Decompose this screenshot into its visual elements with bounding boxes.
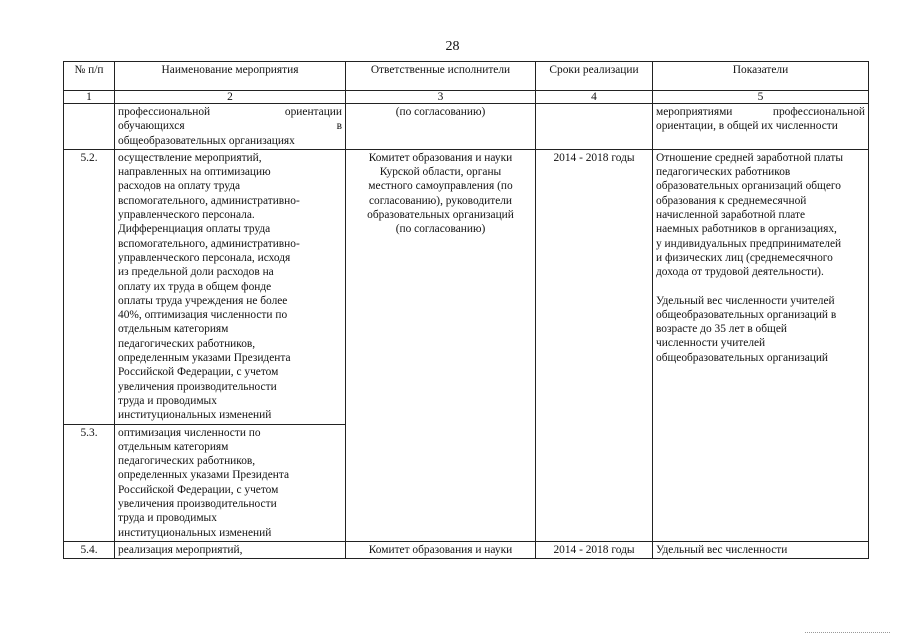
text-line: мероприятиями профессиональной: [656, 106, 865, 118]
text-line: направленных на оптимизацию: [118, 166, 271, 179]
column-number: 2: [115, 91, 346, 104]
measure-name: [115, 424, 346, 541]
column-number: 3: [346, 91, 536, 104]
text-line: управленческого персонала.: [118, 209, 255, 222]
text-line: педагогических работников,: [118, 455, 256, 468]
text-line: из предельной доли расходов на: [118, 266, 274, 279]
text-line: профессиональной ориентации: [118, 106, 342, 118]
row-number: 5.2.: [64, 149, 115, 424]
text-line: ориентации, в общей их численности: [656, 120, 838, 133]
responsible: [346, 541, 536, 558]
text-line: оплату их труда в общем фонде: [118, 280, 272, 293]
text-line: увеличения производительности: [118, 380, 277, 393]
column-number: 1: [64, 91, 115, 104]
indicators: [653, 149, 869, 541]
text-line: оплаты труда учреждения не более: [118, 294, 288, 307]
scan-edge-mark: [805, 632, 890, 634]
text-line: институциональных изменений: [118, 526, 272, 539]
column-number: 4: [536, 91, 653, 104]
text-line: Дифференциация оплаты труда: [118, 223, 271, 236]
text-line: Комитет образования и науки: [368, 151, 513, 164]
text-line: дохода от трудовой деятельности).: [656, 266, 824, 279]
text-line: труда и проводимых: [118, 512, 217, 525]
measure-name: [115, 149, 346, 424]
text-line: образования к среднемесячной: [656, 194, 807, 207]
text-line: расходов на оплату труда: [118, 180, 241, 193]
text-line: наемных работников в организациях,: [656, 223, 837, 236]
text-line: определенных указами Президента: [118, 469, 290, 482]
header-measure-name: Наименование мероприятия: [115, 62, 346, 91]
text-line: (по согласованию): [395, 223, 486, 236]
text-line: институциональных изменений: [118, 409, 272, 422]
row-number: 5.3.: [64, 424, 115, 541]
text-line: общеобразовательных организаций: [656, 351, 829, 364]
term: 2014 - 2018 годы: [536, 149, 653, 541]
header-term: Сроки реализации: [536, 62, 653, 91]
text-line: Комитет образования и науки: [368, 543, 513, 556]
text-line: определенным указами Президента: [118, 352, 291, 365]
text-line: труда и проводимых: [118, 394, 217, 407]
text-line: 40%, оптимизация численности по: [118, 309, 288, 322]
text-line: начисленной заработной плате: [656, 209, 806, 222]
text-line: Удельный вес численности: [656, 543, 788, 556]
text-line: Курской области, органы: [379, 166, 502, 179]
text-line: местного самоуправления (по: [368, 180, 513, 193]
text-line: управленческого персонала, исходя: [118, 251, 291, 264]
indicators: [653, 541, 869, 558]
text-line: образовательных организаций: [367, 209, 514, 222]
text-line: (по согласованию): [395, 106, 486, 118]
text-line: общеобразовательных организациях: [118, 134, 295, 147]
term: [536, 104, 653, 150]
text-line: и физических лиц (среднемесячного: [656, 251, 833, 264]
text-line: у индивидуальных предпринимателей: [656, 237, 842, 250]
text-line: отдельным категориям: [118, 323, 229, 336]
text-line: численности учителей: [656, 337, 766, 350]
measures-table: [63, 61, 869, 559]
header-responsible: Ответственные исполнители: [346, 62, 536, 91]
responsible: [346, 149, 536, 541]
text-line: Российской Федерации, с учетом: [118, 366, 279, 379]
column-number: 5: [653, 91, 869, 104]
table-row: [64, 541, 869, 558]
text-line: Отношение средней заработной платы: [656, 151, 843, 164]
page-number: 28: [445, 39, 460, 54]
text-line: осуществление мероприятий,: [118, 151, 262, 164]
text-line: общеобразовательных организаций в: [656, 308, 837, 321]
text-line: вспомогательного, административно-: [118, 194, 300, 207]
text-line: обучающихся в: [118, 120, 342, 133]
text-line: Удельный вес численности учителей: [656, 294, 835, 307]
row-number: 5.4.: [64, 541, 115, 558]
term: 2014 - 2018 годы: [536, 541, 653, 558]
header-indicators: Показатели: [653, 62, 869, 91]
table-row: [64, 149, 869, 424]
text-line: оптимизация численности по: [118, 426, 261, 439]
measure-name: [115, 104, 346, 150]
text-line: Российской Федерации, с учетом: [118, 483, 279, 496]
text-line: отдельным категориям: [118, 440, 229, 453]
header-number: № п/п: [64, 62, 115, 91]
text-line: педагогических работников: [656, 166, 791, 179]
text-line: возрасте до 35 лет в общей: [656, 323, 787, 336]
measure-name: [115, 541, 346, 558]
row-number: [64, 104, 115, 150]
text-line: согласованию), руководители: [368, 194, 513, 207]
text-line: вспомогательного, административно-: [118, 237, 300, 250]
responsible: [346, 104, 536, 150]
indicators: [653, 104, 869, 150]
table-header-row: [64, 62, 869, 91]
text-line: образовательных организаций общего: [656, 180, 841, 193]
column-number-row: [64, 91, 869, 104]
text-line: педагогических работников,: [118, 337, 256, 350]
paragraph-gap: [656, 280, 865, 294]
table-row: [64, 104, 869, 150]
text-line: увеличения производительности: [118, 498, 277, 511]
text-line: реализация мероприятий,: [118, 543, 243, 556]
